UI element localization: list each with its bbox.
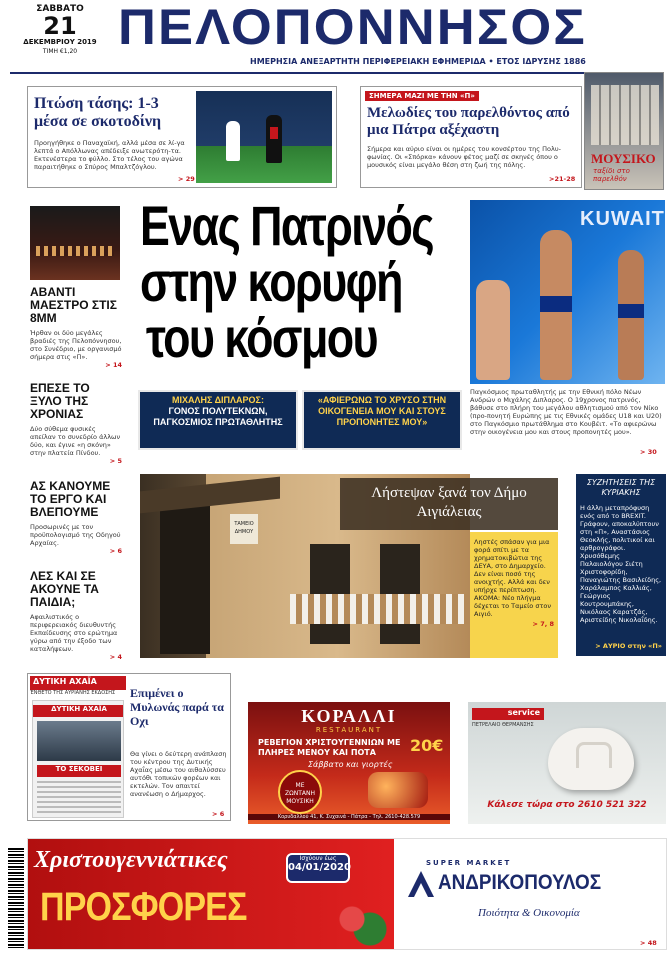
main-page: > 30 — [640, 448, 657, 456]
newspaper-logo[interactable]: ΠΕΛΟΠΟΝΝΗΣΟΣ — [118, 0, 587, 55]
swimmer-photo — [470, 200, 665, 384]
west-achaia-headline: Επιμένει ο Μυλωνάς παρά τα Οχι — [130, 686, 224, 728]
korallai-name: ΚΟΡΑΛΛΙ — [301, 706, 397, 726]
sidebar-page-4: > 4 — [109, 653, 122, 661]
football-photo — [196, 91, 332, 183]
masthead — [0, 0, 672, 72]
quote-box-1 — [138, 390, 298, 450]
column-page: > ΑΥΡΙΟ στην «Π» — [595, 642, 662, 650]
main-photo-caption: Παγκόσμιος πρωταθλητής με την Εθνική πόλο Νέων Ανδρών ο Μιχάλης Διπλαρος. Ο 19χρονος πατρινός, βάθυσε στο πλήρη του μεγάλου αθλητισμού από τον Νίκο (προ-πονητή Ευρώπης με τις Εθνικές ομάδες U18 και U20) στο Παγκόσμιο πρωτάθλημα στο Κουβέιτ. «Το αφιερώνω στην οικογένεια μου και στους προπονητές μου». — [470, 388, 662, 436]
korallai-address: Κορυδαλλού 41, Κ. Συχαινά - Πάτρα - Τηλ. 2610-428.579 — [248, 814, 450, 820]
sidebar-body-4: Αφαιλιστικός ο περιφερειακός διευθυντής Εκπαίδευσης στο ερώτημα γύρω από την έξοδο των καταλήψεων. — [30, 613, 118, 653]
sidebar-body-3: Προσωρινές με τον προϋπολογισμό της Οδηγού Αρχαίας. — [30, 523, 121, 547]
middle-body: Ληστές σπάσαν για μια φορά σπίτι με τα χρηματοκιβώτια της ΔΕΥΑ, στο Δημαρχείο. Δεν είναι ποσό της ανοιχτής. Αλλά και δεν υπήρχε περίπτωση. ΑΚΟΜΑ: Νέο πλήγμα δέχεται το Ταμείο στον Αιγιό. — [474, 538, 551, 618]
sidebar-story-3[interactable] — [30, 480, 122, 555]
main-story[interactable] — [140, 194, 470, 384]
sidebar-page-1: > 14 — [105, 361, 122, 369]
sidebar-headline-3: ΑΣ ΚΑΝΟΥΜΕ ΤΟ ΕΡΓΟ ΚΑΙ ΒΛΕΠΟΥΜΕ — [30, 479, 111, 519]
music-supplement-cover[interactable] — [584, 72, 664, 190]
brand-top: SUPER MARKET — [426, 859, 512, 867]
piggy-bank-icon — [548, 728, 634, 790]
barcode — [8, 848, 24, 948]
day-number: 21 — [43, 12, 77, 40]
bottom-ad-page: > 48 — [640, 939, 657, 947]
heating-oil-ad[interactable] — [468, 702, 666, 824]
korallai-ad[interactable] — [248, 702, 450, 824]
month-year: ΔΕΚΕΜΒΡΙΟΥ 2019 — [23, 38, 97, 46]
middle-headline[interactable]: Λήστεψαν ξανά τον Δήμο Αιγιάλειας — [340, 478, 558, 530]
sidebar-headline-2: ΕΠΕΣΕ ΤΟ ΞΥΛΟ ΤΗΣ ΧΡΟΝΙΑΣ — [30, 381, 90, 421]
top-right-page: >21-28 — [549, 175, 576, 183]
cover-subtitle: ταξίδι στο παρελθόν — [593, 167, 630, 183]
sidebar-body-1: Ήρθαν οι δύο μεγάλες βραδιές της Πελοπόννησου, στο Συνέδριο, με οργανισμό σήμερα στις «Π». — [30, 329, 122, 361]
valid-date: 04/01/2020 — [288, 862, 351, 873]
sidebar-headline-1: ΑΒΑΝΤΙ ΜΑΕΣΤΡΟ ΣΤΙΣ 8ΜΜ — [30, 285, 117, 325]
sunday-column[interactable] — [576, 474, 666, 656]
main-headline-line-3: του κόσμου — [146, 306, 377, 369]
quote-2-text: «ΑΦΙΕΡΩΝΩ ΤΟ ΧΡΥΣΟ ΣΤΗΝ ΟΙΚΟΓΕΝΕΙΑ ΜΟΥ ΚΑΙ ΣΤΟΥΣ ΠΡΟΠΟΝΗΤΕΣ ΜΟΥ» — [317, 395, 447, 427]
west-achaia-body: Θα γίνει ο δεύτερη ανάπλαση του κέντρου της Δυτικής Αχαΐας μέσω του αιθαλύσσευ αυτόθι τοπικών φορέων και εκτελών. Τον απαιτεί ανανέωση ο Δήμαρχος. — [130, 750, 227, 798]
sidebar-headline-4: ΛΕΣ ΚΑΙ ΣΕ ΑΚΟΥΝΕ ΤΑ ΠΑΙΔΙΑ; — [30, 569, 99, 609]
top-left-headline: Πτώση τάσης: 1-3 μέσα σε σκοτοδίνη — [34, 95, 162, 130]
top-left-story[interactable] — [27, 86, 337, 188]
korallai-music-badge: ΜΕ ΖΩΝΤΑΝΗ ΜΟΥΣΙΚΗ — [278, 770, 322, 814]
heating-brand: service — [472, 708, 544, 720]
bottom-ad-line-1: Χριστουγεννιάτικες — [34, 847, 228, 873]
kuwait-banner: KUWAIT — [580, 208, 665, 230]
quote-1-name: ΜΙΧΑΛΗΣ ΔΙΠΛΑΡΟΣ: — [172, 395, 264, 405]
bottom-ad-line-2: ΠΡΟΣΦΟΡΕΣ — [40, 885, 247, 929]
sidebar-page-3: > 6 — [109, 547, 122, 555]
masthead-rule — [10, 72, 662, 74]
tagline: ΗΜΕΡΗΣΙΑ ΑΝΕΞΑΡΤΗΤΗ ΠΕΡΙΦΕΡΕΙΑΚΗ ΕΦΗΜΕΡΙΔΑ • ΕΤΟΣ ΙΔΡΥΣΗΣ 1886 — [250, 57, 586, 66]
west-achaia-tag-sub: ΈΝΘΕΤΟ ΤΗΣ ΑΥΡΙΑΝΗΣ ΕΚΔΟΣΗΣ — [30, 690, 116, 696]
middle-story-text[interactable] — [470, 532, 558, 658]
orchestra-photo — [30, 206, 120, 280]
andrikopoulos-logo-icon — [404, 867, 438, 901]
sidebar-story-1[interactable] — [30, 286, 122, 369]
west-achaia-tag: ΔΥΤΙΚΗ ΑΧΑΪΑ — [30, 676, 126, 690]
top-right-tag: ΣΗΜΕΡΑ ΜΑΖΙ ΜΕ ΤΗΝ «Π» — [365, 91, 479, 101]
top-right-story[interactable] — [360, 86, 582, 188]
cover-title: ΜΟΥΣΙΚΟ — [591, 151, 656, 166]
quote-1-text: ΓΟΝΟΣ ΠΟΛΥΤΕΚΝΩΝ, ΠΑΓΚΟΣΜΙΟΣ ΠΡΩΤΑΘΛΗΤΗΣ — [153, 406, 283, 427]
korallai-offer: ΡΕΒΕΓΙΟΝ ΧΡΙΣΤΟΥΓΕΝΝΙΩΝ ΜΕ ΠΛΗΡΕΣ ΜΕΝΟΥ ΚΑΙ ΠΟΤΑ — [258, 738, 401, 757]
heating-sub: ΠΕΤΡΕΛΑΙΟ ΘΕΡΜΑΝΣΗΣ — [472, 722, 534, 728]
column-tag: ΣΥΖΗΤΗΣΕΙΣ ΤΗΣ ΚΥΡΙΑΚΗΣ — [586, 478, 656, 497]
sidebar-page-2: > 5 — [109, 457, 122, 465]
brand-slogan: Ποιότητα & Οικονομία — [478, 907, 580, 919]
korallai-days: Σάββατο και γιορτές — [308, 760, 393, 769]
heating-call[interactable]: Κάλεσε τώρα στο 2610 521 322 — [487, 800, 647, 810]
town-hall-sign: ΤΑΜΕΙΟ ΔΗΜΟΥ — [230, 514, 258, 544]
top-right-body: Σήμερα και αύριο είναι οι ημέρες του κονσέρτου της Πολυ-φωνίας. Οι «Σπόρκα» κάνουν φέτος μαζί σε σκηνές όπου ο μουσικός είναι μεγάλο θέση στη ζωή της πόλης. — [367, 145, 561, 169]
valid-until-badge — [286, 853, 350, 883]
main-headline-line-1: Ενας Πατρινός — [140, 194, 433, 257]
top-left-body: Προηγήθηκε ο Παναχαϊκή, αλλά μέσα σε λί-γα λεπτά ο Απόλλωνας απέδειξε ανωτερότη-τα. Εκτενέστερα το φύλλο. Στο τέλος του αγώνα παραιτήθηκε ο Σπύρος Μπαλτζόγλου. — [34, 139, 185, 171]
valid-label: Ισχύουν έως — [299, 855, 337, 862]
price: ΤΙΜΗ €1,20 — [42, 48, 78, 55]
brand-name: ΑΝΔΡΙΚΟΠΟΥΛΟΣ — [438, 871, 602, 894]
christmas-ornament-icon — [328, 899, 388, 949]
quote-box-2 — [302, 390, 462, 450]
top-right-headline: Μελωδίες του παρελθόντος από μια Πάτρα αξέχαστη — [367, 105, 570, 138]
mini-cover-title: ΔΥΤΙΚΗ ΑΧΑΪΑ — [33, 705, 124, 717]
west-achaia-page: > 6 — [212, 810, 225, 818]
korallai-sub: RESTAURANT — [315, 726, 383, 734]
west-achaia-story[interactable] — [27, 673, 231, 821]
day-of-week: ΣΑΒΒΑΤΟ — [36, 4, 84, 14]
main-headline-line-2: στην κορυφή — [140, 250, 402, 313]
mini-cover-headline: ΤΟ ΣΕΚΟΒΕΙ — [37, 765, 121, 777]
sidebar-story-2[interactable] — [30, 382, 122, 465]
column-body: Η άλλη μεταπρόφυση ενός από το BREXIT. Γράφουν, αποκαλύπτουν στη «Π», Αναστάσιος Θεοκλής, πολιτικοί και αρθρογράφοι. Χρυσόθεμης Παλαιολόγου Σιέτη Χριστοφορίδη, Παναγιώτης Βασιλείδης, Χαράλαμπος Καλλιάς, Γεώργιος Κουτρουμπάκης, Νικόλαος Καρατζάς, Αριστείδης Νικολαΐδης. — [580, 504, 662, 624]
sidebar-story-4[interactable] — [30, 570, 122, 661]
sidebar-body-2: Δύο σύθεμα φυσικές απείλαν το συνεδρίο άλλων δύο, και έγινε «η σκόνη» στην πλατεία Πίνδου. — [30, 425, 121, 457]
west-achaia-mini-cover — [32, 700, 124, 818]
date-box — [10, 4, 110, 55]
korallai-price: 20€ — [410, 736, 444, 755]
middle-page: > 7, 8 — [532, 620, 554, 628]
andrikopoulos-ad[interactable] — [27, 838, 667, 950]
top-left-page: > 29 — [178, 175, 195, 183]
